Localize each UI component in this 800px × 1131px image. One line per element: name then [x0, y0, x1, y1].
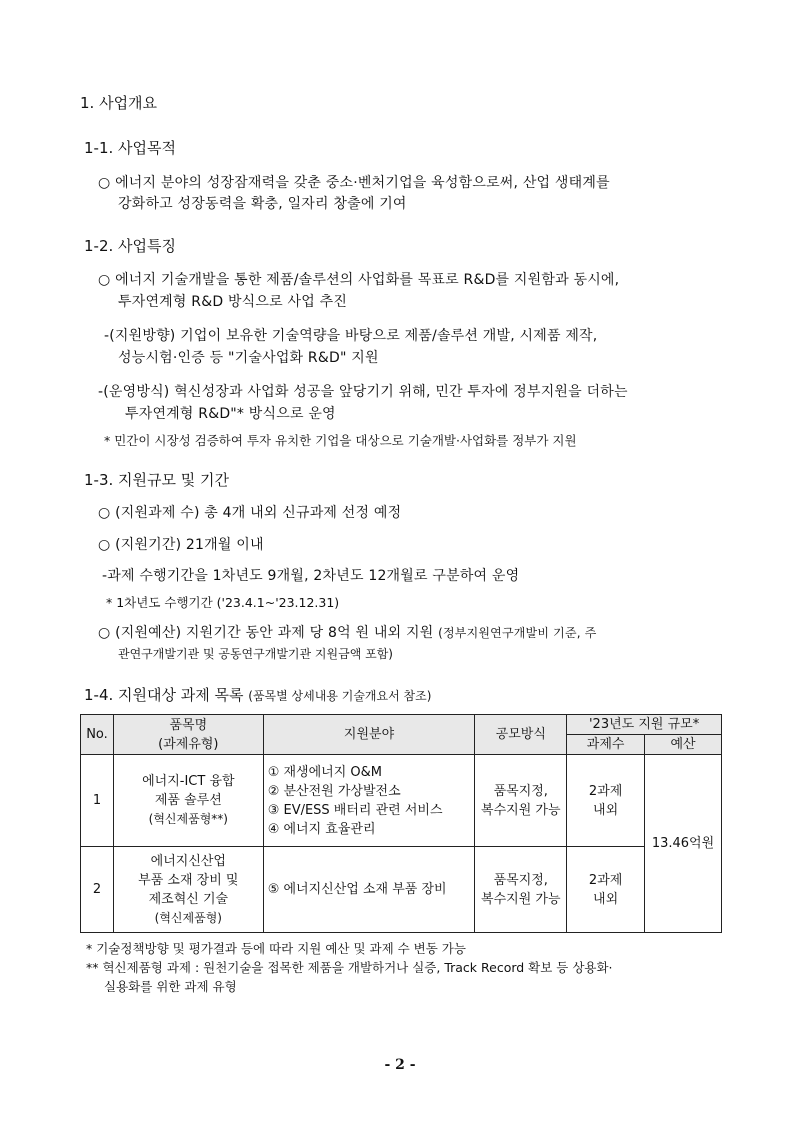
row2-field-line1: ⑤ 에너지신산업 소재 부품 장비 — [267, 882, 447, 897]
row2-item-line3: 제조혁신 기술 — [148, 891, 229, 907]
execution-period-note: * 1차년도 수행기간 ('23.4.1~'23.12.31) — [106, 595, 340, 610]
row1-item — [113, 755, 263, 847]
project-count-line: ○ (지원과제 수) 총 4개 내외 신규과제 선정 예정 — [98, 505, 402, 521]
table-row — [81, 755, 722, 847]
target-list-title: 1-4. 지원대상 과제 목록 — [84, 686, 244, 704]
row1-method-line1: 품목지정, — [493, 783, 548, 799]
budget-paragraph-paren: (정부지원연구개발비 기준, 주 — [438, 626, 597, 640]
row2-method — [475, 847, 567, 933]
operation-method-note: * 민간이 시장성 검증하여 투자 유치한 기업을 대상으로 기술개발·사업화를 정부가 지원 — [104, 433, 577, 448]
target-project-table — [80, 714, 722, 933]
row2-count-line1: 2과제 — [588, 872, 623, 888]
purpose-paragraph-line1: ○ 에너지 분야의 성장잠재력을 갖춘 중소·벤처기업을 육성함으로써, 산업 생태계를 — [98, 175, 610, 191]
row2-count-line2: 내외 — [593, 891, 619, 907]
header-budget: 예산 — [645, 735, 722, 755]
support-period-line: ○ (지원기간) 21개월 이내 — [98, 537, 264, 553]
section-title-overview: 1. 사업개요 — [80, 94, 158, 112]
budget-total: 13.46억원 — [645, 755, 722, 933]
header-field: 지원분야 — [263, 715, 475, 755]
row2-field — [263, 847, 475, 933]
row2-no: 2 — [81, 847, 114, 933]
row1-field-line4: ④ 에너지 효율관리 — [267, 821, 376, 837]
row1-count-line1: 2과제 — [588, 783, 623, 799]
execution-period-line: -과제 수행기간을 1차년도 9개월, 2차년도 12개월로 구분하여 운영 — [102, 568, 520, 584]
support-direction-line1: -(지원방향) 기업이 보유한 기술역량을 바탕으로 제품/솔루션 개발, 시제품 제작, — [104, 328, 598, 344]
purpose-paragraph-line2: 강화하고 성장동력을 확충, 일자리 창출에 기여 — [118, 196, 407, 212]
footnote-budget-change: * 기술정책방향 및 평가결과 등에 따라 지원 예산 및 과제 수 변동 가능 — [86, 941, 466, 956]
target-list-subtitle: (품목별 상세내용 기술개요서 참조) — [248, 689, 432, 703]
header-method: 공모방식 — [475, 715, 567, 755]
row2-item-line1: 에너지신산업 — [150, 853, 226, 869]
section-title-purpose: 1-1. 사업목적 — [84, 139, 176, 157]
row1-item-line2: 제품 솔루션 — [154, 793, 222, 808]
row1-item-line3: (혁신제품형**) — [148, 812, 228, 826]
budget-paragraph-line2: 관연구개발기관 및 공동연구개발기관 지원금액 포함) — [118, 647, 393, 661]
header-item-line1: 품목명 — [169, 717, 208, 733]
header-item-line2: (과제유형) — [158, 736, 219, 752]
footnote-innovation-type-line1: ** 혁신제품형 과제 : 원천기술을 접목한 제품을 개발하거나 실증, Track Record 확보 등 상용화· — [86, 960, 613, 975]
section-title-scale-period: 1-3. 지원규모 및 기간 — [84, 471, 230, 489]
row1-method — [475, 755, 567, 847]
row1-field — [263, 755, 475, 847]
section-title-features: 1-2. 사업특징 — [84, 237, 176, 255]
row1-no: 1 — [81, 755, 114, 847]
header-item — [113, 715, 263, 755]
header-scale: '23년도 지원 규모* — [567, 715, 722, 735]
row2-item — [113, 847, 263, 933]
section-title-target-list — [84, 684, 431, 705]
row2-method-line2: 복수지원 가능 — [481, 891, 561, 907]
row2-method-line1: 품목지정, — [493, 872, 548, 888]
row2-item-line4: (혁신제품형) — [154, 910, 222, 925]
footnote-innovation-type-line2: 실용화를 위한 과제 유형 — [104, 979, 237, 994]
row2-count — [567, 847, 645, 933]
budget-paragraph-main: ○ (지원예산) 지원기간 동안 과제 당 8억 원 내외 지원 — [98, 625, 434, 641]
header-count: 과제수 — [567, 735, 645, 755]
table-row — [81, 847, 722, 933]
support-direction-line2: 성능시험·인증 등 "기술사업화 R&D" 지원 — [118, 350, 379, 366]
row1-field-line3: ③ EV/ESS 배터리 관련 서비스 — [267, 802, 443, 818]
row1-field-line2: ② 분산전원 가상발전소 — [267, 783, 401, 799]
row1-field-line1: ① 재생에너지 O&M — [267, 764, 382, 780]
row1-method-line2: 복수지원 가능 — [481, 802, 561, 818]
row1-count — [567, 755, 645, 847]
header-no: No. — [81, 715, 114, 755]
features-paragraph-line1: ○ 에너지 기술개발을 통한 제품/솔루션의 사업화를 목표로 R&D를 지원함과 동시에, — [98, 272, 620, 288]
features-paragraph-line2: 투자연계형 R&D 방식으로 사업 추진 — [118, 294, 348, 310]
operation-method-line1: -(운영방식) 혁신성장과 사업화 성공을 앞당기기 위해, 민간 투자에 정부지원을 더하는 — [98, 384, 628, 400]
budget-paragraph-line1 — [98, 622, 597, 642]
page-number: - 2 - — [384, 1057, 416, 1073]
row1-item-line1: 에너지-ICT 융합 — [142, 774, 235, 789]
table-header-row — [81, 715, 722, 735]
row1-count-line2: 내외 — [593, 802, 619, 818]
operation-method-line2: 투자연계형 R&D"* 방식으로 운영 — [125, 406, 336, 422]
row2-item-line2: 부품 소재 장비 및 — [138, 872, 239, 888]
